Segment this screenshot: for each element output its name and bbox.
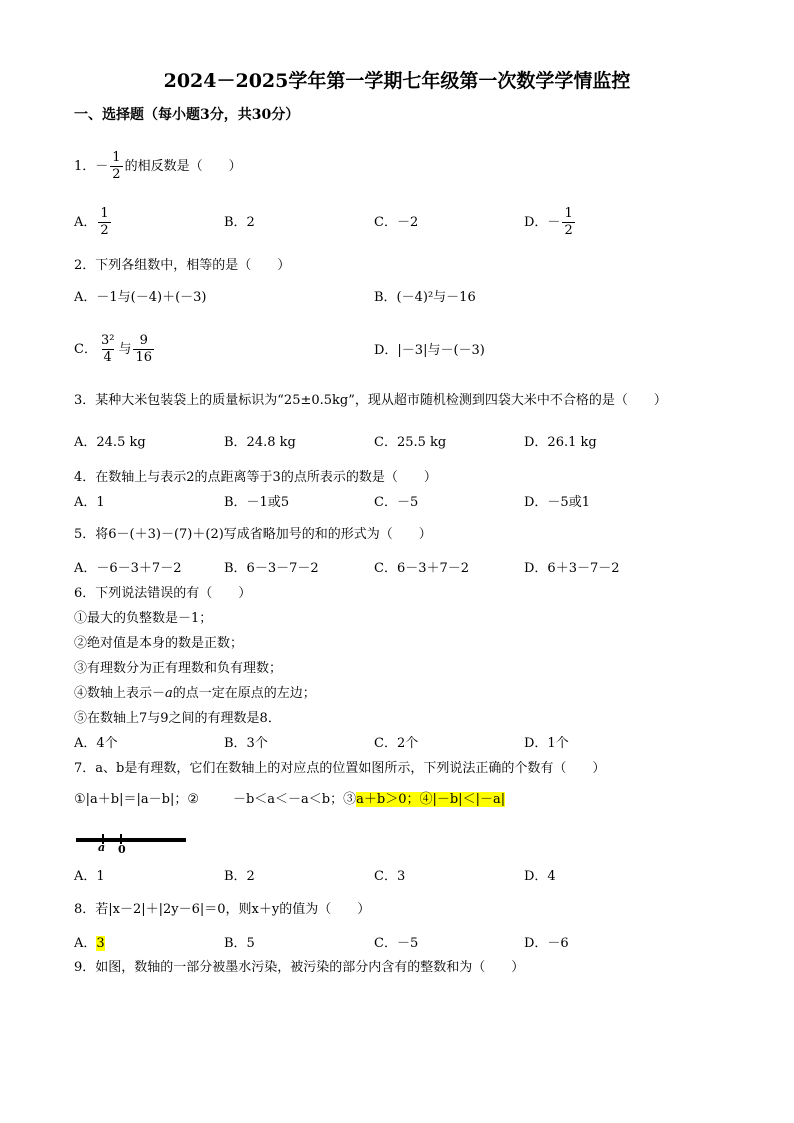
q6-statement-2: ②绝对值是本身的数是正数；	[74, 636, 244, 651]
q6-option-b: B．3个	[224, 736, 268, 751]
q1-option-a: A． $\frac{1}{2}$	[74, 206, 109, 238]
q7-option-c: C．3	[374, 869, 406, 884]
q4-option-b: B．－1或5	[224, 495, 290, 510]
q6-statement-5: ⑤在数轴上7与9之间的有理数是8．	[74, 711, 281, 726]
q7-option-a: A．1	[74, 869, 105, 884]
q6-option-c: C．2个	[374, 736, 419, 751]
question-7: 7．a、b是有理数，它们在数轴上的对应点的位置如图所示，下列说法正确的个数有（ ）	[74, 761, 606, 776]
q6-option-a: A．4个	[74, 736, 118, 751]
q7-statement-3-highlighted: a＋b＞0；④	[356, 792, 433, 807]
q8-option-a: A．3	[74, 936, 105, 951]
q5-option-b: B．6－3－7－2	[224, 561, 319, 576]
label-0: 0	[118, 843, 126, 856]
q8-option-d: D．－6	[524, 936, 569, 951]
q6-statement-4: ④数轴上表示－a的点一定在原点的左边；	[74, 686, 316, 701]
question-2: 2．下列各组数中，相等的是（ ）	[74, 258, 291, 273]
q7-option-b: B．2	[224, 869, 255, 884]
q5-option-d: D．6＋3－7－2	[524, 561, 620, 576]
page-title: 2024－2025学年第一学期七年级第一次数学学情监控	[163, 70, 631, 92]
q1-option-c: C．－2	[374, 215, 419, 230]
q7-statements	[74, 793, 505, 806]
q6-option-d: D．1个	[524, 736, 569, 751]
question-8: 8．若|x－2|＋|2y－6|＝0，则x＋y的值为（ ）	[74, 902, 371, 917]
question-1	[74, 150, 242, 183]
section-heading: 一、选择题（每小题3分，共30分）	[74, 107, 300, 123]
q7-statement-2: －b＜a＜－a＜b；③	[232, 792, 357, 807]
q5-option-a: A．－6－3＋7－2	[74, 561, 182, 576]
question-6: 6．下列说法错误的有（ ）	[74, 586, 252, 601]
q3-option-a: A．24.5 kg	[74, 435, 146, 450]
q6-statement-1: ①最大的负整数是－1；	[74, 611, 213, 626]
q8-option-b: B．5	[224, 936, 255, 951]
q1-option-d: D．－ $\frac{1}{2}$	[524, 206, 573, 238]
q8-answer-highlight: 3	[96, 936, 105, 951]
q1-fraction: $\frac{1}{2}$	[112, 150, 121, 182]
q2-option-c: C． $\frac{\text{3²}}{4}$ 与 $\frac{9}{16}$	[74, 333, 152, 365]
q7-statement-4-highlighted: |－b|＜|－a|	[432, 792, 506, 807]
q1-minus: －	[95, 159, 109, 174]
q2-option-a: A．－1与(－4)＋(－3)	[74, 290, 207, 305]
q5-option-c: C．6－3＋7－2	[374, 561, 470, 576]
q4-option-a: A．1	[74, 495, 105, 510]
q3-option-c: C．25.5 kg	[374, 435, 447, 450]
number-line	[76, 838, 186, 842]
q4-option-c: C．－5	[374, 495, 419, 510]
question-9: 9．如图，数轴的一部分被墨水污染，被污染的部分内含有的整数和为（ ）	[74, 960, 525, 975]
q2-option-d: D．|－3|与－(－3)	[374, 343, 485, 358]
q7-statement-1: ①|a＋b|＝|a－b|；②	[74, 792, 199, 807]
q4-option-d: D．－5或1	[524, 495, 590, 510]
q8-option-c: C．－5	[374, 936, 419, 951]
q3-option-d: D．26.1 kg	[524, 435, 597, 450]
question-3: 3．某种大米包装袋上的质量标识为“25±0.5kg”，现从超市随机检测到四袋大米中不合格的是（ ）	[74, 393, 667, 408]
q7-option-d: D．4	[524, 869, 556, 884]
question-5: 5．将6－(＋3)－(7)＋(2)写成省略加号的和的形式为（ ）	[74, 527, 432, 542]
q3-option-b: B．24.8 kg	[224, 435, 296, 450]
q1-option-b: B．2	[224, 215, 255, 230]
q1-number: 1．	[74, 159, 96, 174]
question-4: 4．在数轴上与表示2的点距离等于3的点所表示的数是（ ）	[74, 470, 437, 485]
q6-statement-3: ③有理数分为正有理数和负有理数；	[74, 661, 283, 676]
q1-text: 的相反数是（ ）	[124, 159, 242, 174]
q2-option-b: B．(－4)²与－16	[374, 290, 476, 305]
label-a: a	[98, 841, 106, 854]
